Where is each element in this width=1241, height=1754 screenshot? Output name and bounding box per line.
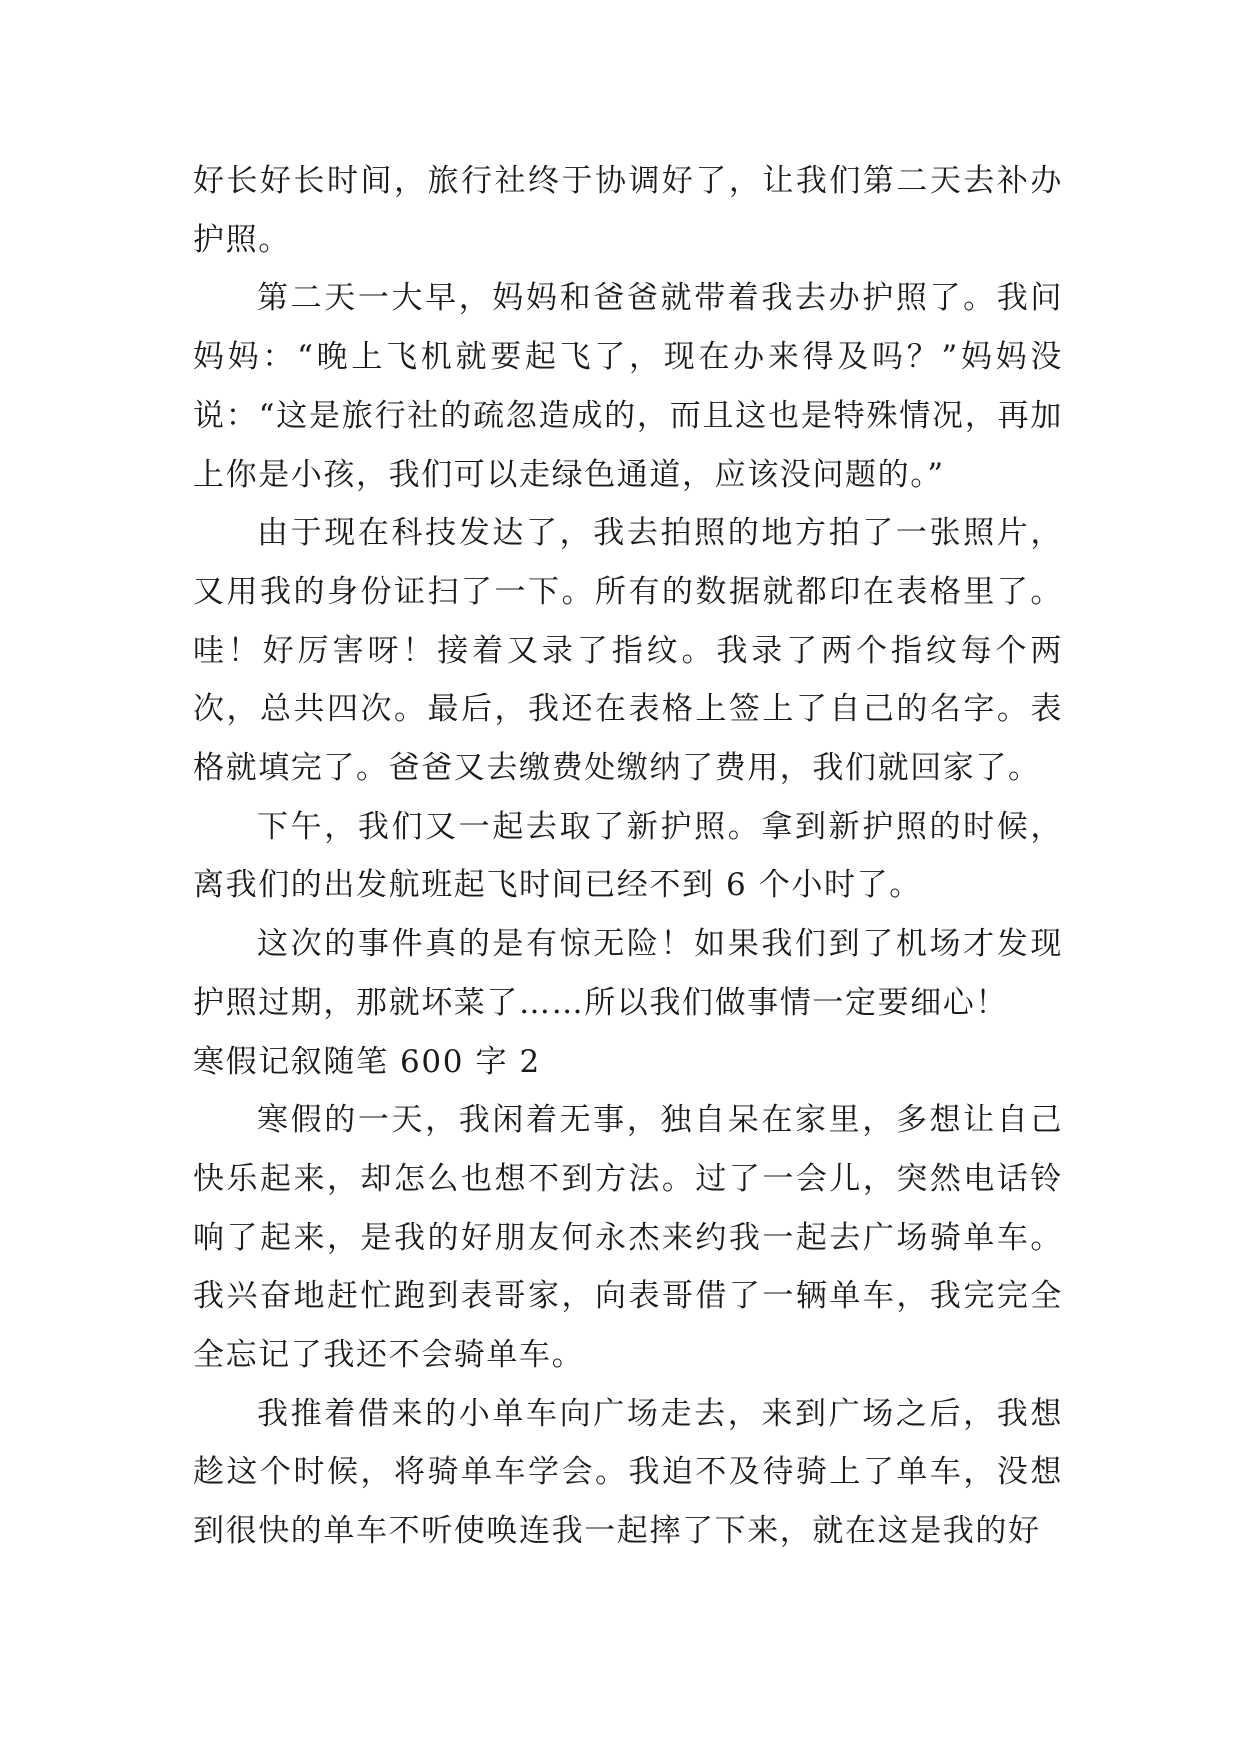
paragraph: 第二天一大早，妈妈和爸爸就带着我去办护照了。我问妈妈：“晚上飞机就要起飞了，现在办来得及吗？”妈妈没说：“这是旅行社的疏忽造成的，而且这也是特殊情况，再加上你是小孩，我们可以走绿色通道，应该没问题的。”	[193, 280, 1063, 493]
paragraph: 这次的事件真的是有惊无险！如果我们到了机场才发现护照过期，那就坏菜了……所以我们做事情一定要细心！	[193, 926, 1063, 1021]
paragraph: 好长好长时间，旅行社终于协调好了，让我们第二天去补办护照。	[193, 163, 1063, 258]
paragraph: 下午，我们又一起去取了新护照。拿到新护照的时候，离我们的出发航班起飞时间已经不到 6 个小时了。	[193, 808, 1063, 904]
paragraph: 寒假的一天，我闲着无事，独自呆在家里，多想让自己快乐起来，却怎么也想不到方法。过了一会儿，突然电话铃响了起来，是我的好朋友何永杰来约我一起去广场骑单车。我兴奋地赶忙跑到表哥家，向表哥借了一辆单车，我完完全全忘记了我还不会骑单车。	[193, 1102, 1063, 1374]
document-body	[193, 152, 1063, 1561]
section-heading: 寒假记叙随笔 600 字 2	[193, 1043, 541, 1080]
paragraph: 由于现在科技发达了，我去拍照的地方拍了一张照片，又用我的身份证扫了一下。所有的数据就都印在表格里了。哇！好厉害呀！接着又录了指纹。我录了两个指纹每个两次，总共四次。最后，我还在表格上签上了自己的名字。表格就填完了。爸爸又去缴费处缴纳了费用，我们就回家了。	[193, 515, 1063, 787]
paragraph: 我推着借来的小单车向广场走去，来到广场之后，我想趁这个时候，将骑单车学会。我迫不及待骑上了单车，没想到很快的单车不听使唤连我一起摔了下来，就在这是我的好	[193, 1395, 1063, 1550]
